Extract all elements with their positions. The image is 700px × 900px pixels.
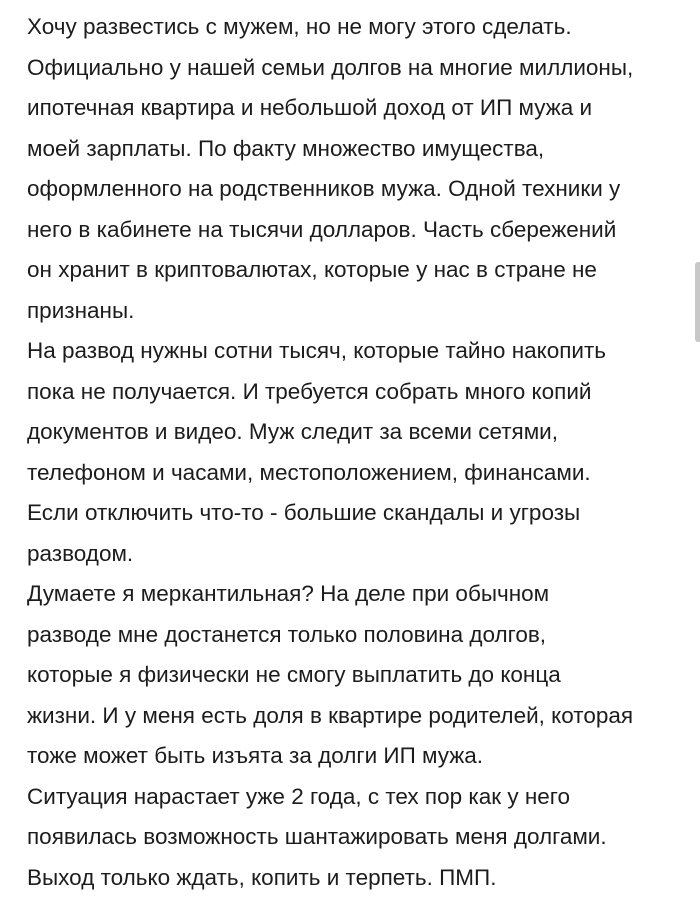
- text-line: которые я физически не смогу выплатить до конца: [27, 662, 561, 687]
- text-line: Официально у нашей семьи долгов на многие миллионы,: [27, 54, 634, 80]
- text-line: моей зарплаты. По факту множество имущества,: [27, 135, 545, 161]
- scrollbar-thumb[interactable]: [695, 262, 700, 342]
- text-line: Думаете я меркантильная? На деле при обычном: [27, 581, 550, 606]
- text-line: него в кабинете на тысячи долларов. Часть сбережений: [27, 216, 617, 242]
- text-line: телефоном и часами, местоположением, финансами.: [27, 459, 591, 485]
- text-line: Если отключить что-то - большие скандалы и угрозы: [27, 500, 581, 525]
- text-line: документов и видео. Муж следит за всеми сетями,: [27, 419, 558, 444]
- text-line: разводом.: [27, 540, 134, 566]
- text-line: он хранит в криптовалютах, которые у нас в стране не: [27, 257, 597, 282]
- text-line: Ситуация нарастает уже 2 года, с тех пор как у него: [27, 783, 570, 809]
- text-line: ипотечная квартира и небольшой доход от ИП мужа и: [27, 95, 593, 120]
- text-line: тоже может быть изъята за долги ИП мужа.: [27, 743, 484, 768]
- text-line: На развод нужны сотни тысяч, которые тайно накопить: [27, 338, 607, 363]
- text-line: пока не получается. И требуется собрать много копий: [27, 378, 592, 404]
- text-line: Выход только ждать, копить и терпеть. ПМП.: [27, 864, 497, 890]
- text-line: жизни. И у меня есть доля в квартире родителей, которая: [27, 702, 634, 728]
- post-text: [27, 7, 687, 898]
- text-line: оформленного на родственников мужа. Одной техники у: [27, 176, 621, 201]
- text-line: признаны.: [27, 297, 135, 323]
- text-line: появилась возможность шантажировать меня долгами.: [27, 824, 607, 849]
- text-line: разводе мне достанется только половина долгов,: [27, 621, 547, 647]
- text-line: Хочу развестись с мужем, но не могу этого сделать.: [27, 14, 572, 39]
